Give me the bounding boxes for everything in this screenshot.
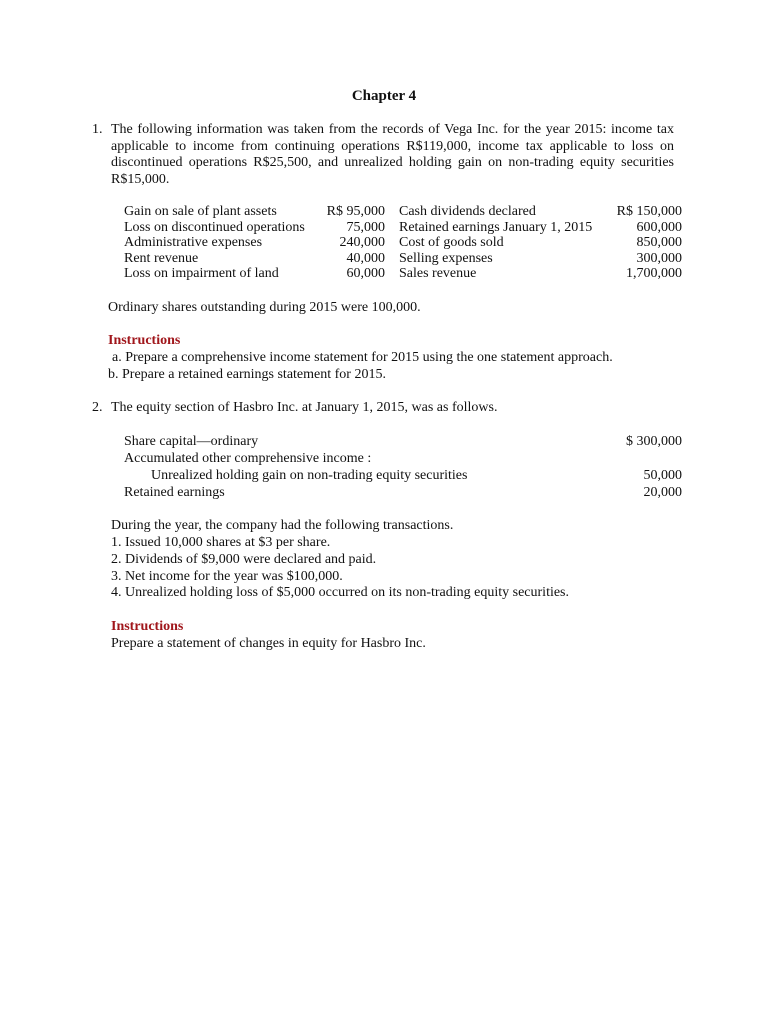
transactions-intro: During the year, the company had the following transactions. xyxy=(111,518,454,533)
item-amount: 300,000 xyxy=(636,250,682,266)
question-1-text: The following information was taken from the records of Vega Inc. for the year 2015: income tax applicable to income from continuing operations R$119,000, income tax applicable to loss on discontinued operations R$25,500, and unrealized holding gain on non-trading equity securities R$15,000. xyxy=(111,122,674,187)
table-row xyxy=(124,251,385,267)
item-label: Sales revenue xyxy=(399,266,477,282)
question-2-text: The equity section of Hasbro Inc. at January 1, 2015, was as follows. xyxy=(111,400,498,415)
item-amount: 850,000 xyxy=(636,235,682,251)
list-item: 1. Issued 10,000 shares at $3 per share. xyxy=(111,535,331,550)
item-amount: R$ 95,000 xyxy=(326,204,385,219)
q1-right-items-table xyxy=(399,204,682,282)
table-row xyxy=(124,204,385,220)
question-1-number: 1. xyxy=(92,122,103,137)
unrealized-gain-amount: 50,000 xyxy=(643,468,682,483)
item-label: Cost of goods sold xyxy=(399,235,504,251)
share-capital-amount: $ 300,000 xyxy=(626,434,682,449)
q2-instructions-heading: Instructions xyxy=(111,619,184,634)
item-amount: 1,700,000 xyxy=(626,266,682,282)
retained-earnings-label: Retained earnings xyxy=(124,485,225,500)
item-label: Gain on sale of plant assets xyxy=(124,204,277,219)
item-label: Rent revenue xyxy=(124,250,199,266)
table-row xyxy=(399,235,682,251)
item-label: Administrative expenses xyxy=(124,235,263,251)
q1-instructions-heading: Instructions xyxy=(108,333,181,348)
question-2-number: 2. xyxy=(92,400,103,415)
share-capital-label: Share capital—ordinary xyxy=(124,434,259,449)
item-label: Loss on impairment of land xyxy=(124,266,279,282)
item-amount: 600,000 xyxy=(636,219,682,235)
q1-instruction-b: b. Prepare a retained earnings statement for 2015. xyxy=(108,367,386,382)
list-item: 4. Unrealized holding loss of $5,000 occurred on its non-trading equity securities. xyxy=(111,585,570,600)
shares-note: Ordinary shares outstanding during 2015 were 100,000. xyxy=(108,300,421,315)
table-row xyxy=(399,220,682,236)
item-amount: 75,000 xyxy=(346,219,385,235)
item-label: Selling expenses xyxy=(399,250,493,266)
table-row xyxy=(399,204,682,220)
item-amount: R$ 150,000 xyxy=(616,204,682,219)
table-row xyxy=(124,266,385,282)
list-item: 3. Net income for the year was $100,000. xyxy=(111,569,343,584)
q1-instruction-a: a. Prepare a comprehensive income statement for 2015 using the one statement approach. xyxy=(112,350,613,365)
chapter-title: Chapter 4 xyxy=(351,88,417,104)
retained-earnings-amount: 20,000 xyxy=(643,485,682,500)
item-amount: 240,000 xyxy=(339,235,385,251)
table-row xyxy=(399,251,682,267)
q1-left-items-table xyxy=(124,204,385,282)
q2-instruction: Prepare a statement of changes in equity for Hasbro Inc. xyxy=(111,636,426,651)
item-label: Retained earnings January 1, 2015 xyxy=(399,219,593,235)
item-amount: 40,000 xyxy=(346,250,385,266)
item-label: Cash dividends declared xyxy=(399,204,536,219)
unrealized-gain-label: Unrealized holding gain on non-trading equity securities xyxy=(151,468,468,483)
table-row xyxy=(124,220,385,236)
table-row xyxy=(124,235,385,251)
item-label: Loss on discontinued operations xyxy=(124,219,305,235)
table-row xyxy=(399,266,682,282)
item-amount: 60,000 xyxy=(346,266,385,282)
aoci-label: Accumulated other comprehensive income : xyxy=(124,451,372,466)
list-item: 2. Dividends of $9,000 were declared and paid. xyxy=(111,552,377,567)
